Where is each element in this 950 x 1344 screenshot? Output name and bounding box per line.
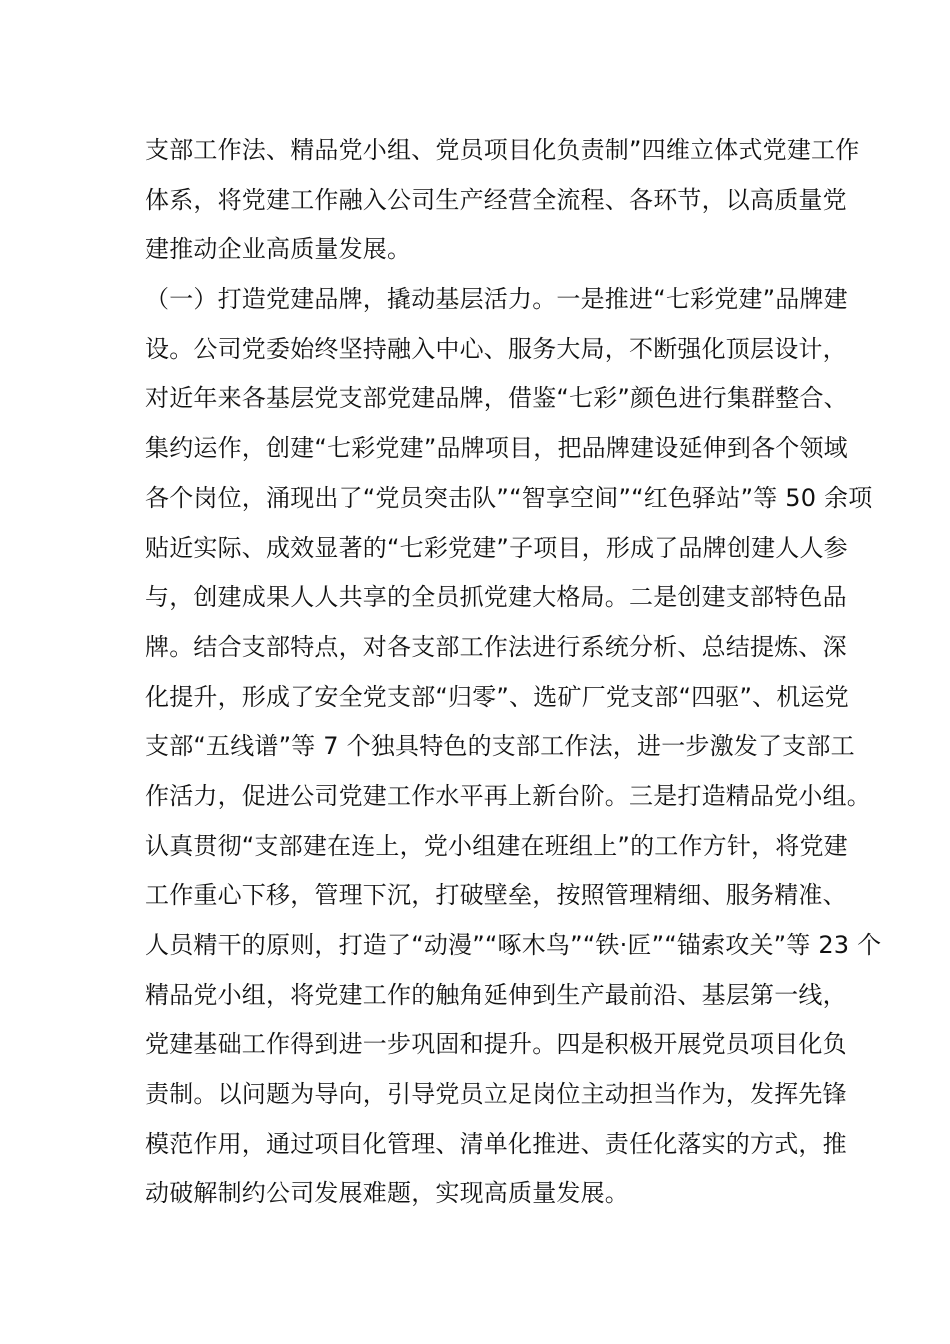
text-line: 设。公司党委始终坚持融入中心、服务大局，不断强化顶层设计， xyxy=(145,334,847,363)
text-line: 各个岗位，涌现出了“党员突击队”“智享空间”“红色驿站”等 50 余项 xyxy=(145,483,873,512)
text-line: 动破解制约公司发展难题，实现高质量发展。 xyxy=(145,1179,629,1208)
text-line: 建推动企业高质量发展。 xyxy=(145,235,412,264)
text-line: 对近年来各基层党支部党建品牌，借鉴“七彩”颜色进行集群整合、 xyxy=(145,384,848,413)
text-line: 贴近实际、成效显著的“七彩党建”子项目，形成了品牌创建人人参 xyxy=(145,533,848,562)
text-line: 作活力，促进公司党建工作水平再上新台阶。三是打造精品党小组。 xyxy=(145,781,871,810)
text-line: 支部“五线谱”等 7 个独具特色的支部工作法，进一步激发了支部工 xyxy=(145,732,855,761)
text-line: 体系，将党建工作融入公司生产经营全流程、各环节，以高质量党 xyxy=(145,185,847,214)
text-line: 认真贯彻“支部建在连上，党小组建在班组上”的工作方针，将党建 xyxy=(145,831,848,860)
text-line: 化提升，形成了安全党支部“归零”、选矿厂党支部“四驱”、机运党 xyxy=(145,682,849,711)
text-line: 与，创建成果人人共享的全员抓党建大格局。二是创建支部特色品 xyxy=(145,583,847,612)
text-line: 集约运作，创建“七彩党建”品牌项目，把品牌建设延伸到各个领域 xyxy=(145,434,848,463)
text-line: 责制。以问题为导向，引导党员立足岗位主动担当作为，发挥先锋 xyxy=(145,1080,847,1109)
text-line: 人员精干的原则，打造了“动漫”“啄木鸟”“铁·匠”“锚索攻关”等 23 个 xyxy=(145,931,882,959)
text-line: 精品党小组，将党建工作的触角延伸到生产最前沿、基层第一线， xyxy=(145,980,847,1009)
text-line: 模范作用，通过项目化管理、清单化推进、责任化落实的方式，推 xyxy=(145,1129,847,1158)
body-text xyxy=(145,126,882,1219)
text-line: 支部工作法、精品党小组、党员项目化负责制”四维立体式党建工作 xyxy=(145,136,860,164)
text-line: 工作重心下移，管理下沉，打破壁垒，按照管理精细、服务精准、 xyxy=(145,881,847,910)
text-line: 牌。结合支部特点，对各支部工作法进行系统分析、总结提炼、深 xyxy=(145,632,847,661)
text-line: 党建基础工作得到进一步巩固和提升。四是积极开展党员项目化负 xyxy=(145,1030,847,1059)
section-heading-line: （一）打造党建品牌，撬动基层活力。一是推进“七彩党建”品牌建 xyxy=(145,285,848,314)
